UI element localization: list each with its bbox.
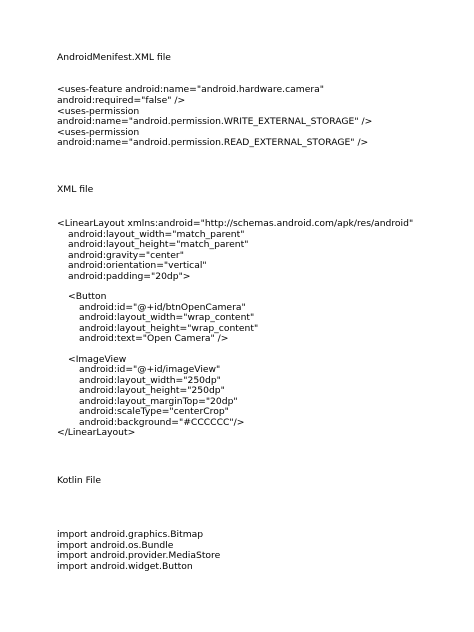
manifest-line: android:name="android.permission.WRITE_EXTERNAL_STORAGE" /> <box>57 116 373 127</box>
manifest-line: android:name="android.permission.READ_EXTERNAL_STORAGE" /> <box>57 137 369 148</box>
xml-line: android:id="@+id/imageView" <box>79 364 221 375</box>
xml-line: <Button <box>68 291 107 302</box>
xml-line: android:layout_marginTop="20dp" <box>79 396 238 407</box>
xml-line: android:orientation="vertical" <box>68 260 207 271</box>
manifest-line: android:required="false" /> <box>57 95 186 106</box>
xml-line: android:layout_height="wrap_content" <box>79 323 259 334</box>
xml-line: android:padding="20dp"> <box>68 271 191 282</box>
kotlin-heading: Kotlin File <box>57 475 102 486</box>
kotlin-line: import android.graphics.Bitmap <box>57 529 204 540</box>
xml-line: android:layout_width="wrap_content" <box>79 312 255 323</box>
manifest-line: <uses-permission <box>57 106 140 117</box>
xml-heading: XML file <box>57 184 94 195</box>
xml-line: android:scaleType="centerCrop" <box>79 406 229 417</box>
xml-line: <LinearLayout xmlns:android="http://schemas.android.com/apk/res/android" <box>57 218 414 229</box>
xml-line: <ImageView <box>68 354 127 365</box>
xml-line: android:layout_width="250dp" <box>79 375 221 386</box>
xml-line: android:layout_height="250dp" <box>79 385 225 396</box>
manifest-heading: AndroidMenifest.XML file <box>57 52 171 63</box>
kotlin-line: import android.widget.Button <box>57 561 193 572</box>
kotlin-line: import android.os.Bundle <box>57 540 174 551</box>
xml-line: android:background="#CCCCCC"/> <box>79 417 245 428</box>
manifest-line: <uses-feature android:name="android.hardware.camera" <box>57 84 324 95</box>
xml-line: android:id="@+id/btnOpenCamera" <box>79 302 246 313</box>
kotlin-line: import android.provider.MediaStore <box>57 550 221 561</box>
xml-line: android:layout_height="match_parent" <box>68 239 249 250</box>
xml-line: android:gravity="center" <box>68 250 184 261</box>
manifest-line: <uses-permission <box>57 127 140 138</box>
xml-line: </LinearLayout> <box>57 427 136 438</box>
xml-line: android:text="Open Camera" /> <box>79 333 229 344</box>
xml-line: android:layout_width="match_parent" <box>68 229 245 240</box>
